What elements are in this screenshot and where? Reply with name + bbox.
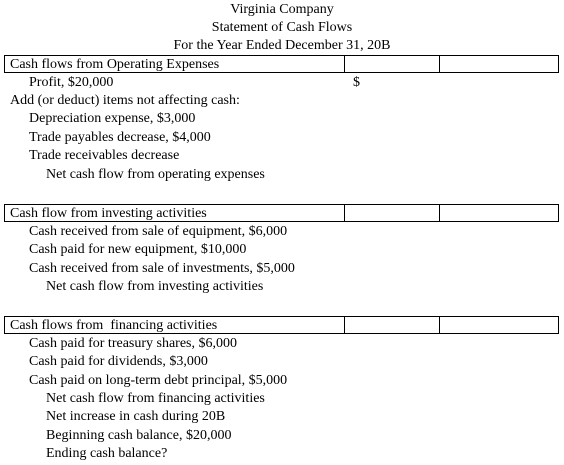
financing-net-line: Net cash flow from financing activities: [46, 391, 265, 406]
adjustments-label: Add (or deduct) items not affecting cash:: [10, 93, 240, 108]
operating-amount-cell: [344, 55, 440, 73]
beginning-balance-line: Beginning cash balance, $20,000: [46, 428, 232, 443]
investing-total-cell: [439, 204, 559, 222]
financing-heading: Cash flows from financing activities: [10, 318, 218, 333]
profit-line: Profit, $20,000: [29, 75, 114, 90]
investing-heading-cell: [4, 204, 345, 222]
new-equipment-line: Cash paid for new equipment, $10,000: [29, 242, 247, 257]
sale-equipment-line: Cash received from sale of equipment, $6,000: [29, 224, 288, 239]
investing-net-line: Net cash flow from investing activities: [46, 279, 264, 294]
payables-line: Trade payables decrease, $4,000: [29, 130, 211, 145]
sale-investments-line: Cash received from sale of investments, $5,000: [29, 261, 295, 276]
treasury-line: Cash paid for treasury shares, $6,000: [29, 336, 238, 351]
financing-amount-cell: [344, 316, 440, 334]
depreciation-line: Depreciation expense, $3,000: [29, 111, 196, 126]
financing-total-cell: [439, 316, 559, 334]
financing-heading-cell: [4, 316, 345, 334]
debt-line: Cash paid on long-term debt principal, $5,000: [29, 373, 288, 388]
operating-total-cell: [439, 55, 559, 73]
operating-heading-cell: [4, 55, 345, 73]
net-increase-line: Net increase in cash during 20B: [46, 409, 226, 424]
dividends-line: Cash paid for dividends, $3,000: [29, 354, 208, 369]
statement-period: For the Year Ended December 31, 20B: [173, 38, 391, 53]
operating-net-line: Net cash flow from operating expenses: [46, 167, 265, 182]
investing-amount-cell: [344, 204, 440, 222]
receivables-line: Trade receivables decrease: [29, 148, 180, 163]
dollar-sign: $: [353, 75, 360, 90]
company-name: Virginia Company: [230, 2, 334, 17]
operating-heading: Cash flows from Operating Expenses: [10, 57, 220, 72]
ending-balance-line: Ending cash balance?: [46, 446, 168, 461]
statement-title: Statement of Cash Flows: [211, 20, 353, 35]
investing-heading: Cash flow from investing activities: [10, 206, 207, 221]
